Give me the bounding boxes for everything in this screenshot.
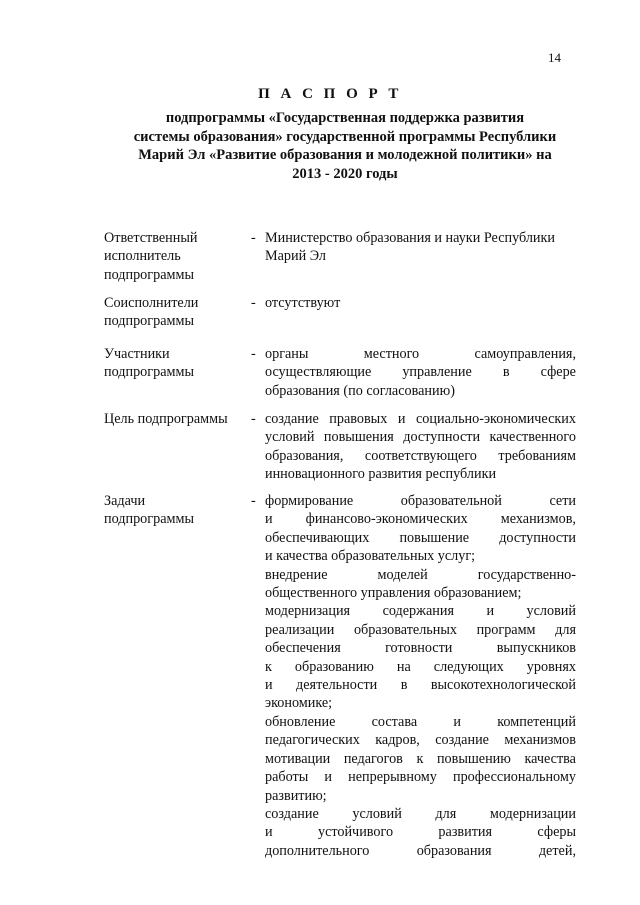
row-value-line: общественного управления образованием; [265, 585, 522, 602]
row-value-line: внедрение моделей государственно- [265, 566, 576, 583]
row-value-line: условий повышения доступности качественного [265, 429, 576, 446]
subtitle-line: 2013 - 2020 годы [292, 165, 398, 182]
row-value-line: формирование образовательной сети [265, 493, 576, 509]
row-value-line: создание условий для модернизации [265, 805, 576, 822]
row-value-line: и финансово-экономических механизмов, [265, 511, 576, 528]
document-subtitle [95, 109, 595, 183]
subtitle-line: подпрограммы «Государственная поддержка развития [165, 110, 525, 126]
row-label [104, 294, 244, 331]
row-dash: - [251, 411, 256, 427]
row-value-line: и качества образовательных услуг; [265, 548, 476, 565]
row-value [265, 492, 576, 860]
document-title: П А С П О Р Т [258, 86, 402, 102]
row-value-line: Министерство образования и науки Республики [265, 230, 556, 246]
row-value-line: создание правовых и социально-экономических [265, 411, 576, 427]
row-label [104, 345, 244, 382]
row-value-line: образования (по согласованию) [265, 382, 455, 399]
row-value-line: образования, соответствующего требованиям [265, 447, 576, 464]
row-value-line: осуществляющие управление в сфере [265, 364, 576, 381]
row-dash: - [251, 346, 256, 362]
row-dash: - [251, 493, 256, 509]
subtitle-line: системы образования» государственной программы Республики [133, 128, 557, 145]
row-value-line: отсутствуют [265, 295, 341, 311]
row-label-line: подпрограммы [104, 511, 194, 528]
row-label-line: исполнитель [104, 248, 181, 265]
row-value-line: обновление состава и компетенций [265, 713, 576, 730]
row-value-line: и деятельности в высокотехнологической [265, 677, 576, 694]
row-value-line: Марий Эл [265, 248, 326, 265]
row-value-line: обеспечения готовности выпускников [265, 640, 576, 657]
row-value-line: реализации образовательных программ для [265, 621, 576, 638]
row-label-line: Соисполнители [104, 295, 199, 311]
row-value-line: экономике; [265, 695, 333, 712]
row-label-line: подпрограммы [104, 266, 194, 283]
page-number: 14 [548, 50, 561, 65]
row-value-line: к образованию на следующих уровнях [265, 658, 576, 675]
row-value-line: мотивации педагогов к повышению качества [265, 750, 576, 767]
row-label-line: Ответственный [104, 230, 198, 246]
row-value-line: инновационного развития республики [265, 466, 497, 483]
row-value-line: развитию; [265, 787, 327, 804]
row-value [265, 229, 576, 266]
row-value-line: работы и непрерывному профессиональному [265, 769, 576, 786]
row-label-line: Участники [104, 346, 170, 362]
row-value-line: органы местного самоуправления, [265, 346, 576, 362]
row-label-line: Цель подпрограммы [104, 411, 228, 427]
row-label-line: подпрограммы [104, 364, 194, 381]
row-value-line: дополнительного образования детей, [265, 842, 576, 859]
row-value [265, 345, 576, 400]
row-value-line: и устойчивого развития сферы [265, 824, 576, 841]
row-value-line: модернизация содержания и условий [265, 603, 576, 620]
row-dash: - [251, 230, 256, 246]
row-value-line: педагогических кадров, создание механизмов [265, 732, 576, 749]
row-label [104, 492, 244, 529]
row-value [265, 410, 576, 484]
row-label-line: Задачи [104, 493, 146, 509]
row-dash: - [251, 295, 256, 311]
subtitle-line: Марий Эл «Развитие образования и молодежной политики» на [138, 147, 552, 163]
row-label [104, 229, 244, 284]
row-value [265, 294, 576, 312]
row-label [104, 410, 244, 428]
row-value-line: обеспечивающих повышение доступности [265, 529, 576, 546]
row-label-line: подпрограммы [104, 313, 194, 330]
